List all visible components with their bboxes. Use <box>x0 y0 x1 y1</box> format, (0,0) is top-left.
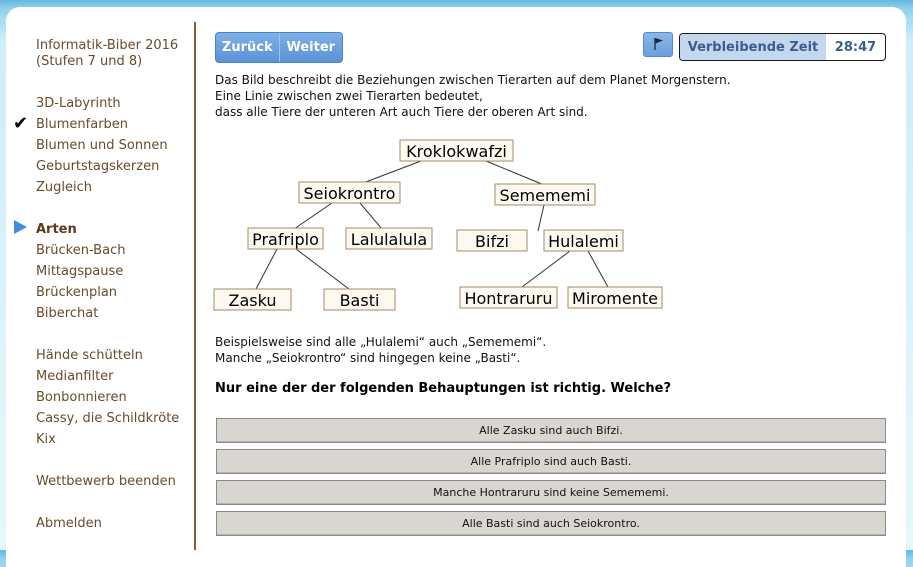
tree-node-hontraruru <box>460 287 557 308</box>
tree-node-miromente <box>568 287 662 308</box>
node-label-seiokrontro: Seiokrontro <box>303 184 396 203</box>
sidebar-item-haende-schuetteln[interactable]: Hände schütteln <box>36 348 143 363</box>
sidebar-item-brueckenplan[interactable]: Brückenplan <box>36 285 118 300</box>
sidebar-item-blumen-und-sonnen[interactable]: Blumen und Sonnen <box>36 138 168 153</box>
node-label-prafriplo: Prafriplo <box>252 230 319 249</box>
answer-option-3[interactable]: Manche Hontraruru sind keine Semememi. <box>216 480 886 505</box>
edge-hulalemi-hontraruru <box>522 251 570 287</box>
answer-option-2[interactable]: Alle Prafriplo sind auch Basti. <box>216 449 886 474</box>
edge-root-seiokrontro <box>363 161 421 183</box>
tree-node-lalulalula <box>346 228 432 249</box>
sidebar-item-geburtstagskerzen[interactable]: Geburtstagskerzen <box>36 159 160 174</box>
edge-prafriplo-zasku <box>256 249 277 289</box>
tree-node-root <box>400 140 513 161</box>
next-button[interactable]: Weiter <box>279 33 343 62</box>
sidebar-item-kix[interactable]: Kix <box>36 432 56 447</box>
example-line-1: Beispielsweise sind alle „Hulalemi“ auch „Semememi“. <box>215 335 547 349</box>
node-label-lalulalula: Lalulalula <box>350 230 428 249</box>
tree-node-bifzi <box>457 230 527 251</box>
node-label-miromente: Miromente <box>572 289 658 308</box>
edge-root-semememi <box>486 161 544 185</box>
sidebar-item-medianfilter[interactable]: Medianfilter <box>36 369 114 384</box>
intro-line-1: Das Bild beschreibt die Beziehungen zwischen Tierarten auf dem Planet Morgenstern. <box>215 73 731 87</box>
intro-line-2: Eine Linie zwischen zwei Tierarten bedeutet, <box>215 89 483 103</box>
tree-edges <box>256 161 608 289</box>
remaining-time-label: Verbleibende Zeit <box>680 34 826 60</box>
node-label-hontraruru: Hontraruru <box>464 289 553 308</box>
answer-option-1[interactable]: Alle Zasku sind auch Bifzi. <box>216 418 886 443</box>
end-contest-link[interactable]: Wettbewerb beenden <box>36 474 176 489</box>
sidebar-item-bruecken-bach[interactable]: Brücken-Bach <box>36 243 126 258</box>
node-label-bifzi: Bifzi <box>475 232 509 251</box>
edge-hulalemi-miromente <box>588 251 608 287</box>
contest-title-line2: (Stufen 7 und 8) <box>36 54 143 69</box>
edge-semememi-hulalemi <box>538 205 544 231</box>
contest-title-line1: Informatik-Biber 2016 <box>36 38 179 53</box>
tree-node-hulalemi <box>544 230 623 251</box>
sidebar-item-biberchat[interactable]: Biberchat <box>36 306 99 321</box>
logout-link[interactable]: Abmelden <box>36 516 102 531</box>
sidebar-item-cassy[interactable]: Cassy, die Schildkröte <box>36 411 180 426</box>
node-label-hulalemi: Hulalemi <box>548 232 619 251</box>
sidebar-item-arten[interactable]: Arten <box>36 222 77 237</box>
tree-node-prafriplo <box>248 228 323 249</box>
sidebar-item-3d-labyrinth[interactable]: 3D-Labyrinth <box>36 96 121 111</box>
sidebar-item-zugleich[interactable]: Zugleich <box>36 180 93 195</box>
node-label-semememi: Semememi <box>499 186 591 205</box>
node-label-zasku: Zasku <box>228 291 277 310</box>
tree-node-basti <box>324 289 395 310</box>
sidebar-item-bonbonnieren[interactable]: Bonbonnieren <box>36 390 127 405</box>
example-line-2: Manche „Seiokrontro“ sind hingegen keine „Basti“. <box>215 351 521 365</box>
edge-prafriplo-basti <box>296 249 349 289</box>
tree-node-zasku <box>214 289 291 310</box>
tree-node-seiokrontro <box>299 182 400 203</box>
question-text: Nur eine der der folgenden Behauptungen ist richtig. Welche? <box>215 381 671 396</box>
sidebar-item-mittagspause[interactable]: Mittagspause <box>36 264 124 279</box>
node-label-root: Kroklokwafzi <box>406 142 507 161</box>
checkmark-icon: ✔ <box>13 113 29 134</box>
intro-line-3: dass alle Tiere der unteren Art auch Tiere der oberen Art sind. <box>215 105 588 119</box>
tree-node-semememi <box>495 184 595 205</box>
node-label-basti: Basti <box>339 291 380 310</box>
back-button[interactable]: Zurück <box>221 40 273 55</box>
edge-seiokrontro-lalulalula <box>360 203 382 229</box>
answer-option-4[interactable]: Alle Basti sind auch Seiokrontro. <box>216 511 886 536</box>
sidebar-item-blumenfarben[interactable]: Blumenfarben <box>36 117 129 132</box>
edge-seiokrontro-prafriplo <box>294 203 332 229</box>
remaining-time-value: 28:47 <box>834 39 877 55</box>
